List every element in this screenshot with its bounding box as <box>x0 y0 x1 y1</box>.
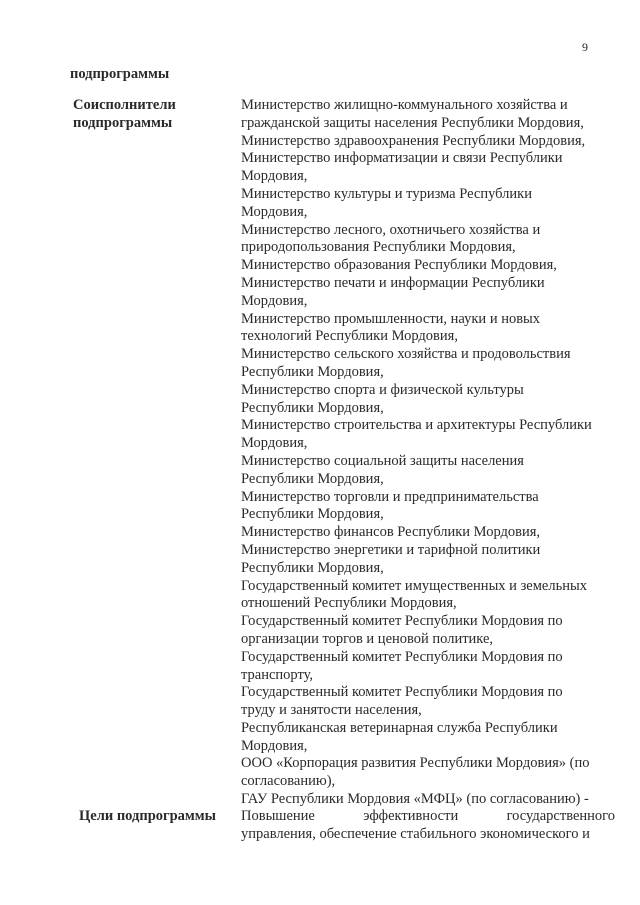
coexecutor-line: Мордовия, <box>241 292 308 309</box>
coexecutors-list <box>241 97 615 809</box>
coexecutor-line: организации торгов и ценовой политике, <box>241 630 494 647</box>
coexecutor-line: ГАУ Республики Мордовия «МФЦ» (по согласованию) - <box>241 791 589 808</box>
coexecutor-line: Республики Мордовия, <box>241 363 384 380</box>
coexecutor-line: Министерство сельского хозяйства и продовольствия <box>241 346 571 363</box>
coexecutor-line: Министерство спорта и физической культуры <box>241 381 524 398</box>
coexecutors-label-line2: подпрограммы <box>73 114 173 131</box>
coexecutor-line: технологий Республики Мордовия, <box>241 328 458 345</box>
coexecutor-line: Государственный комитет имущественных и земельных <box>241 577 587 594</box>
goals-line-2: управления, обеспечение стабильного экономического и <box>241 825 590 842</box>
coexecutor-line: Государственный комитет Республики Мордовия по <box>241 613 563 630</box>
coexecutor-line: согласованию), <box>241 773 336 790</box>
coexecutor-line: Министерство социальной защиты населения <box>241 452 524 469</box>
coexecutor-line: Министерство печати и информации Республики <box>241 274 545 291</box>
coexecutor-line: Мордовия, <box>241 203 308 220</box>
coexecutor-line: Республиканская ветеринарная служба Республики <box>241 719 558 736</box>
coexecutor-line: Республики Мордовия, <box>241 399 384 416</box>
coexecutor-line: Министерство культуры и туризма Республики <box>241 185 532 202</box>
coexecutor-line: отношений Республики Мордовия, <box>241 595 457 612</box>
coexecutor-line: Государственный комитет Республики Мордовия по <box>241 684 563 701</box>
coexecutor-line: Министерство промышленности, науки и новых <box>241 310 541 327</box>
coexecutor-line: Государственный комитет Республики Мордовия по <box>241 648 563 665</box>
coexecutor-line: ООО «Корпорация развития Республики Мордовия» (по <box>241 755 590 772</box>
coexecutor-line: труду и занятости населения, <box>241 702 422 719</box>
coexecutor-line: Министерство образования Республики Мордовия, <box>241 257 557 274</box>
coexecutor-line: Министерство торговли и предпринимательства <box>241 488 539 505</box>
coexecutors-label-line1: Соисполнители <box>73 97 176 113</box>
coexecutor-line: транспорту, <box>241 666 314 683</box>
coexecutor-line: Министерство финансов Республики Мордовия, <box>241 524 541 541</box>
goals-text <box>241 808 615 844</box>
coexecutor-line: Мордовия, <box>241 168 308 185</box>
coexecutor-line: природопользования Республики Мордовия, <box>241 239 516 256</box>
coexecutor-line: Министерство здравоохранения Республики Мордовия, <box>241 132 586 149</box>
coexecutor-line: Министерство жилищно-коммунального хозяйства и <box>241 97 568 113</box>
coexecutor-line: Министерство лесного, охотничьего хозяйства и <box>241 221 541 238</box>
coexecutor-line: Министерство информатизации и связи Республики <box>241 150 563 167</box>
coexecutor-line: гражданской защиты населения Республики Мордовия, <box>241 114 584 131</box>
coexecutor-line: Республики Мордовия, <box>241 506 384 523</box>
row-top-label: подпрограммы <box>70 66 170 82</box>
coexecutor-line: Мордовия, <box>241 737 308 754</box>
goals-line-1: Повышение эффективности государственного <box>241 808 615 824</box>
coexecutor-line: Республики Мордовия, <box>241 559 384 576</box>
coexecutor-line: Министерство энергетики и тарифной политики <box>241 541 541 558</box>
coexecutor-line: Мордовия, <box>241 435 308 452</box>
page-number: 9 <box>582 40 588 54</box>
coexecutors-label <box>73 97 176 133</box>
coexecutor-line: Республики Мордовия, <box>241 470 384 487</box>
coexecutor-line: Министерство строительства и архитектуры Республики <box>241 417 592 434</box>
goals-label: Цели подпрограммы <box>79 808 216 824</box>
